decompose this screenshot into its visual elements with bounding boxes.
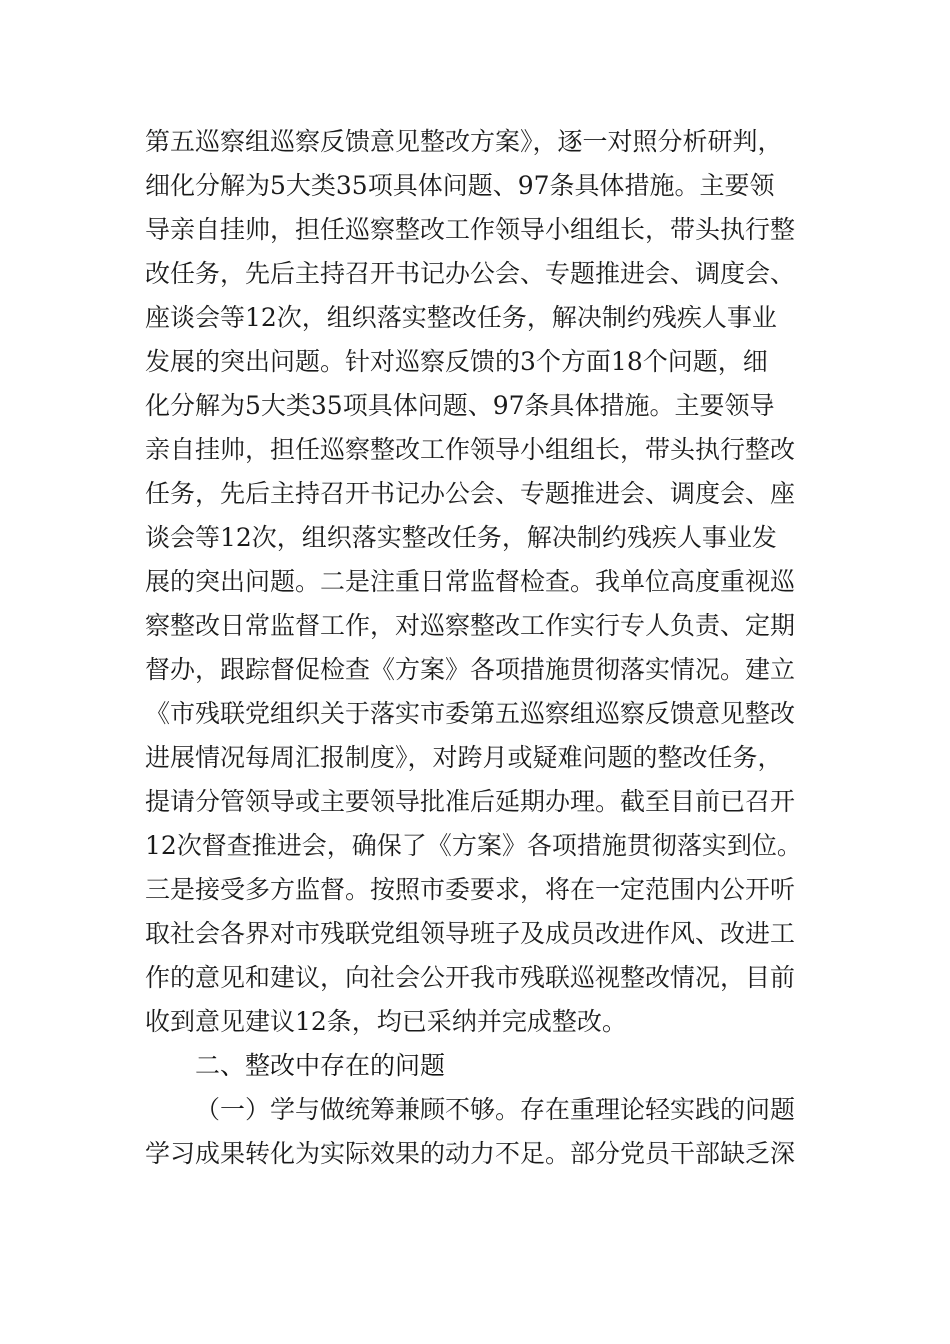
body-line: 展的突出问题。二是注重日常监督检查。我单位高度重视巡 <box>145 567 796 596</box>
body-line: 学习成果转化为实际效果的动力不足。部分党员干部缺乏深 <box>145 1139 796 1168</box>
body-line: 化分解为5大类35项具体问题、97条具体措施。主要领导 <box>145 391 775 420</box>
section-heading: 二、整改中存在的问题 <box>195 1051 446 1080</box>
body-line: 收到意见建议12条，均已采纳并完成整改。 <box>145 1007 627 1036</box>
body-line: 细化分解为5大类35项具体问题、97条具体措施。主要领 <box>145 171 775 200</box>
body-line: 座谈会等12次，组织落实整改任务，解决制约残疾人事业 <box>145 303 777 332</box>
body-line: 12次督查推进会，确保了《方案》各项措施贯彻落实到位。 <box>145 831 802 860</box>
body-line: 进展情况每周汇报制度》，对跨月或疑难问题的整改任务， <box>145 743 783 772</box>
body-line: 导亲自挂帅，担任巡察整改工作领导小组组长，带头执行整 <box>145 215 796 244</box>
body-line: （一）学与做统筹兼顾不够。存在重理论轻实践的问题 <box>195 1095 796 1124</box>
body-line: 改任务，先后主持召开书记办公会、专题推进会、调度会、 <box>145 259 796 288</box>
body-line: 取社会各界对市残联党组领导班子及成员改进作风、改进工 <box>145 919 796 948</box>
body-line: 三是接受多方监督。按照市委要求，将在一定范围内公开听 <box>145 875 796 904</box>
body-line: 谈会等12次，组织落实整改任务，解决制约残疾人事业发 <box>145 523 777 552</box>
body-line: 《市残联党组织关于落实市委第五巡察组巡察反馈意见整改 <box>145 699 796 728</box>
body-line: 任务，先后主持召开书记办公会、专题推进会、调度会、座 <box>145 479 796 508</box>
body-line: 督办，跟踪督促检查《方案》各项措施贯彻落实情况。建立 <box>145 655 796 684</box>
body-line: 亲自挂帅，担任巡察整改工作领导小组组长，带头执行整改 <box>145 435 796 464</box>
body-line: 发展的突出问题。针对巡察反馈的3个方面18个问题，细 <box>145 347 768 376</box>
body-line: 提请分管领导或主要领导批准后延期办理。截至目前已召开 <box>145 787 796 816</box>
body-line: 作的意见和建议，向社会公开我市残联巡视整改情况，目前 <box>145 963 796 992</box>
body-line: 察整改日常监督工作，对巡察整改工作实行专人负责、定期 <box>145 611 796 640</box>
body-line: 第五巡察组巡察反馈意见整改方案》，逐一对照分析研判， <box>145 127 783 156</box>
